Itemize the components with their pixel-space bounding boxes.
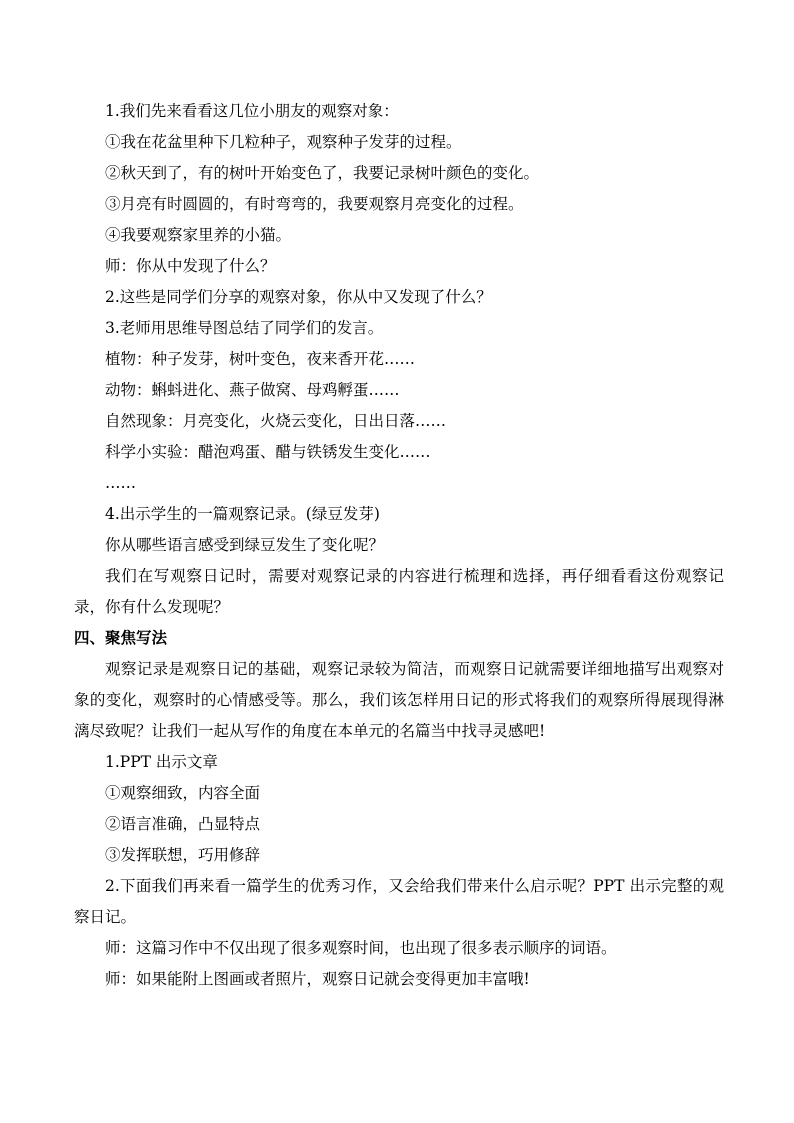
writing-point-3: ③发挥联想，巧用修辞	[105, 846, 261, 864]
writing-point-1: ①观察细致，内容全面	[105, 784, 261, 802]
section3-item2: 2.这些是同学们分享的观察对象，你从中又发现了什么？	[105, 288, 492, 306]
section3-item4: 4.出示学生的一篇观察记录。(绿豆发芽)	[105, 505, 380, 523]
writing-point-2: ②语言准确，凸显特点	[105, 815, 261, 833]
example-1: ①我在花盆里种下几粒种子，观察种子发芽的过程。	[105, 133, 462, 151]
section3-item1: 1.我们先来看看这几位小朋友的观察对象：	[105, 102, 399, 120]
section4-item1: 1.PPT 出示文章	[105, 753, 218, 771]
example-3: ③月亮有时圆圆的，有时弯弯的，我要观察月亮变化的过程。	[105, 195, 524, 213]
mindmap-ellipsis: ……	[105, 474, 136, 492]
document-page	[74, 96, 724, 995]
section4-intro: 观察记录是观察日记的基础，观察记录较为简洁，而观察日记就需要详细地描写出观察对象的变化，观察时的心情感受等。那么，我们该怎样用日记的形式将我们的观察所得展现得淋漓尽致呢？让我们一起从写作的角度在本单元的名篇当中找寻灵感吧!	[74, 660, 724, 740]
section4-item2: 2.下面我们再来看一篇学生的优秀习作，又会给我们带来什么启示呢？PPT 出示完整的观察日记。	[74, 877, 724, 926]
teacher-note-2: 师：如果能附上图画或者照片，观察日记就会变得更加丰富哦!	[105, 970, 530, 988]
mindmap-experiments: 科学小实验：醋泡鸡蛋、醋与铁锈发生变化……	[105, 443, 431, 461]
section4-heading: 四、聚焦写法	[74, 629, 168, 647]
example-4: ④我要观察家里养的小猫。	[105, 226, 292, 244]
example-2: ②秋天到了，有的树叶开始变色了，我要记录树叶颜色的变化。	[105, 164, 540, 182]
section3-item3: 3.老师用思维导图总结了同学们的发言。	[105, 319, 384, 337]
section3-question: 你从哪些语言感受到绿豆发生了变化呢？	[105, 536, 385, 554]
teacher-note-1: 师：这篇习作中不仅出现了很多观察时间，也出现了很多表示顺序的词语。	[105, 939, 617, 957]
section3-paragraph: 我们在写观察日记时，需要对观察记录的内容进行梳理和选择，再仔细看看这份观察记录，你有什么发现呢？	[74, 567, 724, 616]
mindmap-animals: 动物：蝌蚪进化、燕子做窝、母鸡孵蛋……	[105, 381, 400, 399]
teacher-question-1: 师：你从中发现了什么？	[105, 257, 276, 275]
mindmap-nature: 自然现象：月亮变化，火烧云变化，日出日落……	[105, 412, 447, 430]
mindmap-plants: 植物：种子发芽，树叶变色，夜来香开花……	[105, 350, 416, 368]
